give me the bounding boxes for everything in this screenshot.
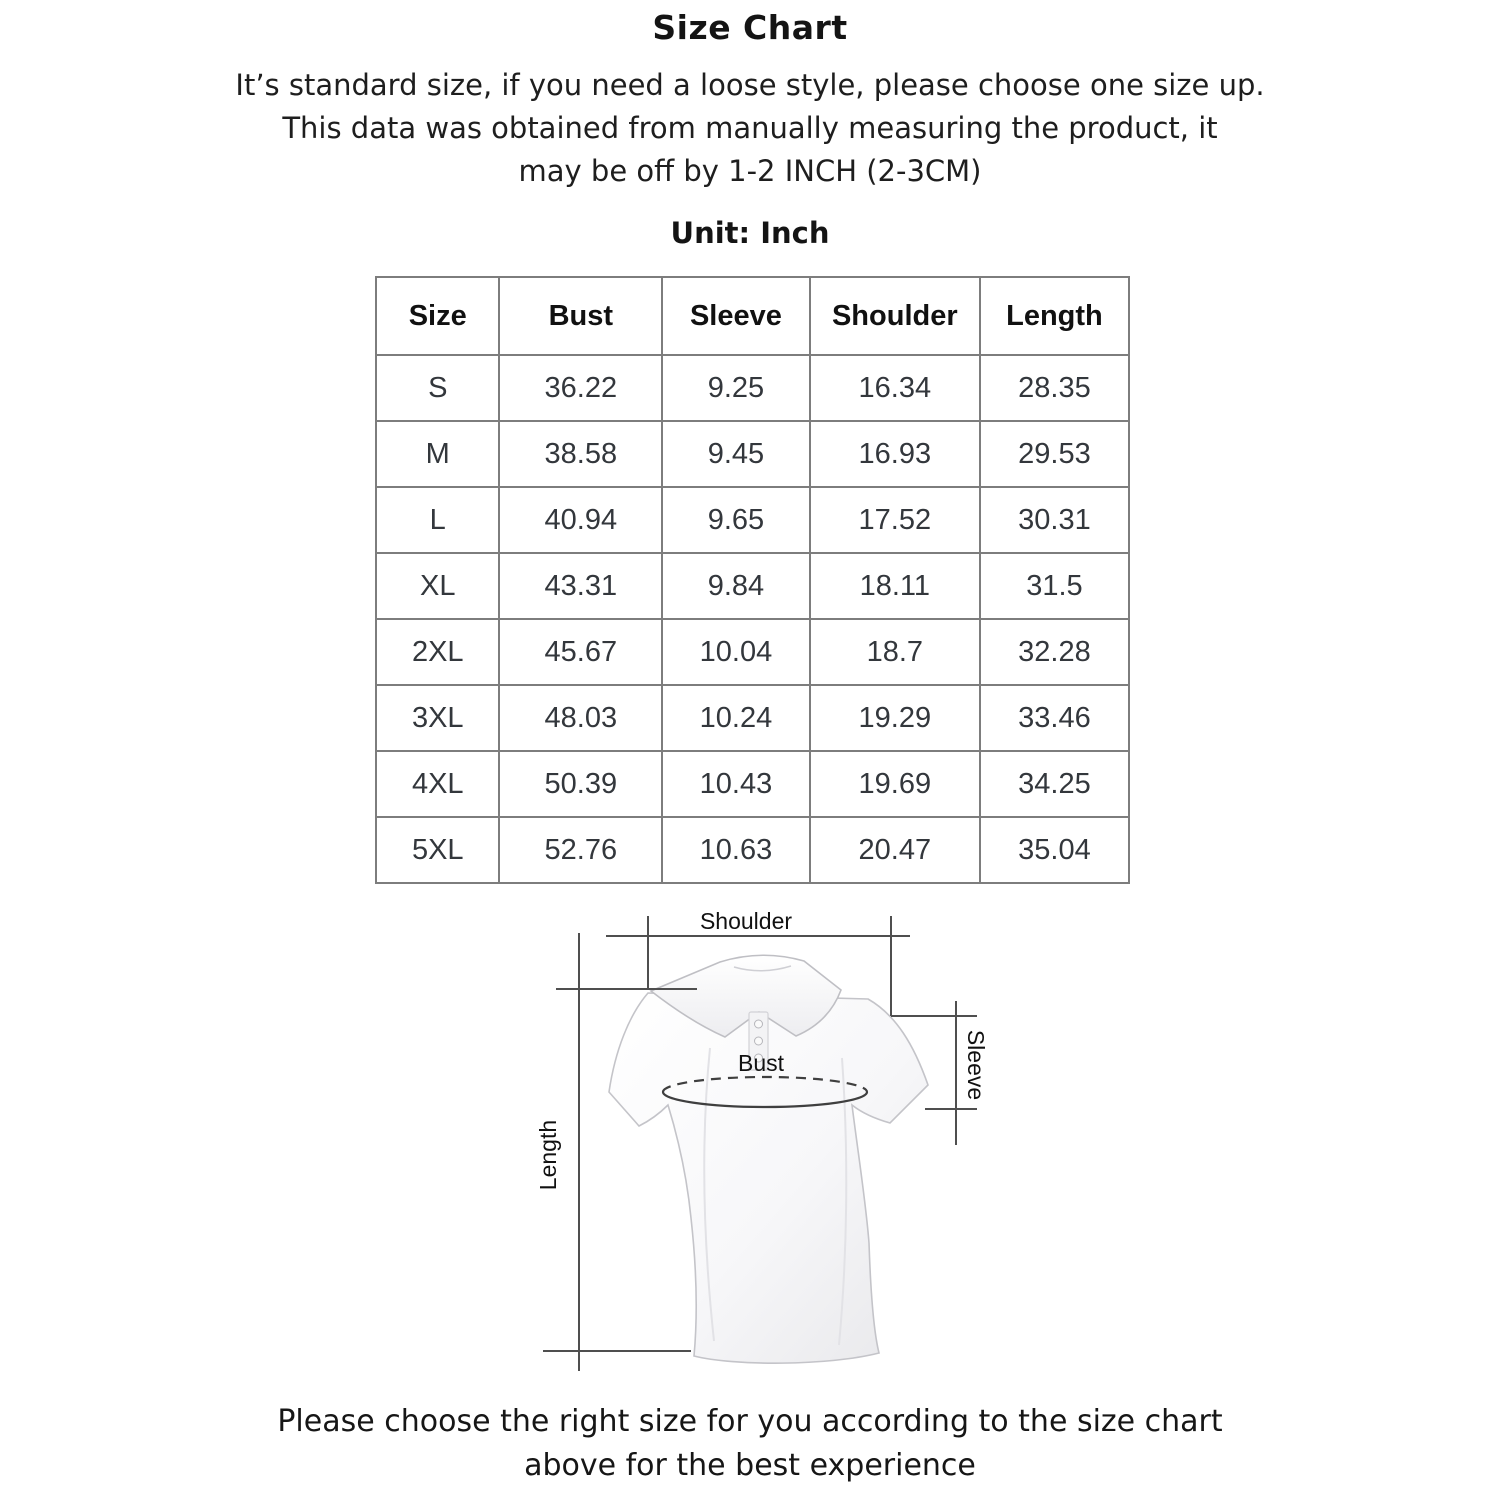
intro-line-2: This data was obtained from manually measuring the product, it xyxy=(282,111,1218,145)
footer-line-1: Please choose the right size for you according to the size chart xyxy=(277,1404,1223,1439)
page-title: Size Chart xyxy=(652,8,848,47)
measurement-cell: 9.65 xyxy=(662,487,810,553)
measurement-cell: 18.11 xyxy=(810,553,980,619)
measurement-cell: 20.47 xyxy=(810,817,980,883)
column-header-sleeve: Sleeve xyxy=(662,277,810,355)
measurement-cell: 17.52 xyxy=(810,487,980,553)
measurement-cell: 9.84 xyxy=(662,553,810,619)
footer-line-2: above for the best experience xyxy=(524,1448,976,1483)
measurement-cell: 16.34 xyxy=(810,355,980,421)
measurement-cell: 48.03 xyxy=(499,685,662,751)
measurement-cell: 33.46 xyxy=(980,685,1129,751)
size-cell: M xyxy=(376,421,499,487)
measurement-cell: 19.29 xyxy=(810,685,980,751)
table-row xyxy=(376,685,1129,751)
footer-note xyxy=(170,1400,1330,1488)
measurement-cell: 50.39 xyxy=(499,751,662,817)
measurement-cell: 38.58 xyxy=(499,421,662,487)
measurement-cell: 10.43 xyxy=(662,751,810,817)
column-header-bust: Bust xyxy=(499,277,662,355)
size-cell: S xyxy=(376,355,499,421)
measurement-cell: 43.31 xyxy=(499,553,662,619)
sleeve-label: Sleeve xyxy=(963,1029,989,1101)
measurement-cell: 34.25 xyxy=(980,751,1129,817)
measurement-cell: 9.25 xyxy=(662,355,810,421)
table-row xyxy=(376,553,1129,619)
size-table-body xyxy=(376,355,1129,883)
measurement-cell: 31.5 xyxy=(980,553,1129,619)
button-icon xyxy=(755,1020,763,1028)
intro-text xyxy=(150,64,1350,193)
measurement-cell: 10.63 xyxy=(662,817,810,883)
measurement-cell: 18.7 xyxy=(810,619,980,685)
table-row xyxy=(376,817,1129,883)
column-header-length: Length xyxy=(980,277,1129,355)
measurement-cell: 32.28 xyxy=(980,619,1129,685)
bust-label: Bust xyxy=(737,1050,785,1076)
intro-line-1: It’s standard size, if you need a loose style, please choose one size up. xyxy=(235,68,1265,102)
measurement-cell: 29.53 xyxy=(980,421,1129,487)
measurement-cell: 19.69 xyxy=(810,751,980,817)
table-row xyxy=(376,751,1129,817)
measurement-cell: 30.31 xyxy=(980,487,1129,553)
size-cell: L xyxy=(376,487,499,553)
size-cell: 3XL xyxy=(376,685,499,751)
measurement-cell: 36.22 xyxy=(499,355,662,421)
size-cell: 5XL xyxy=(376,817,499,883)
button-icon xyxy=(755,1037,763,1045)
length-label: Length xyxy=(535,1119,561,1191)
shoulder-label: Shoulder xyxy=(699,908,793,934)
size-cell: 2XL xyxy=(376,619,499,685)
size-cell: 4XL xyxy=(376,751,499,817)
size-cell: XL xyxy=(376,553,499,619)
table-row xyxy=(376,355,1129,421)
column-header-shoulder: Shoulder xyxy=(810,277,980,355)
unit-heading: Unit: Inch xyxy=(670,216,830,250)
measurement-cell: 16.93 xyxy=(810,421,980,487)
table-row xyxy=(376,421,1129,487)
measurement-cell: 10.24 xyxy=(662,685,810,751)
size-table-header xyxy=(376,277,1129,355)
measurement-cell: 28.35 xyxy=(980,355,1129,421)
size-table xyxy=(375,276,1130,884)
table-row xyxy=(376,619,1129,685)
table-header-row xyxy=(376,277,1129,355)
measurement-cell: 9.45 xyxy=(662,421,810,487)
measurement-cell: 35.04 xyxy=(980,817,1129,883)
intro-line-3: may be off by 1-2 INCH (2-3CM) xyxy=(518,154,982,188)
measurement-cell: 40.94 xyxy=(499,487,662,553)
measurement-cell: 10.04 xyxy=(662,619,810,685)
measurement-cell: 45.67 xyxy=(499,619,662,685)
table-row xyxy=(376,487,1129,553)
measurement-cell: 52.76 xyxy=(499,817,662,883)
column-header-size: Size xyxy=(376,277,499,355)
shirt-measurement-diagram xyxy=(498,893,1063,1395)
